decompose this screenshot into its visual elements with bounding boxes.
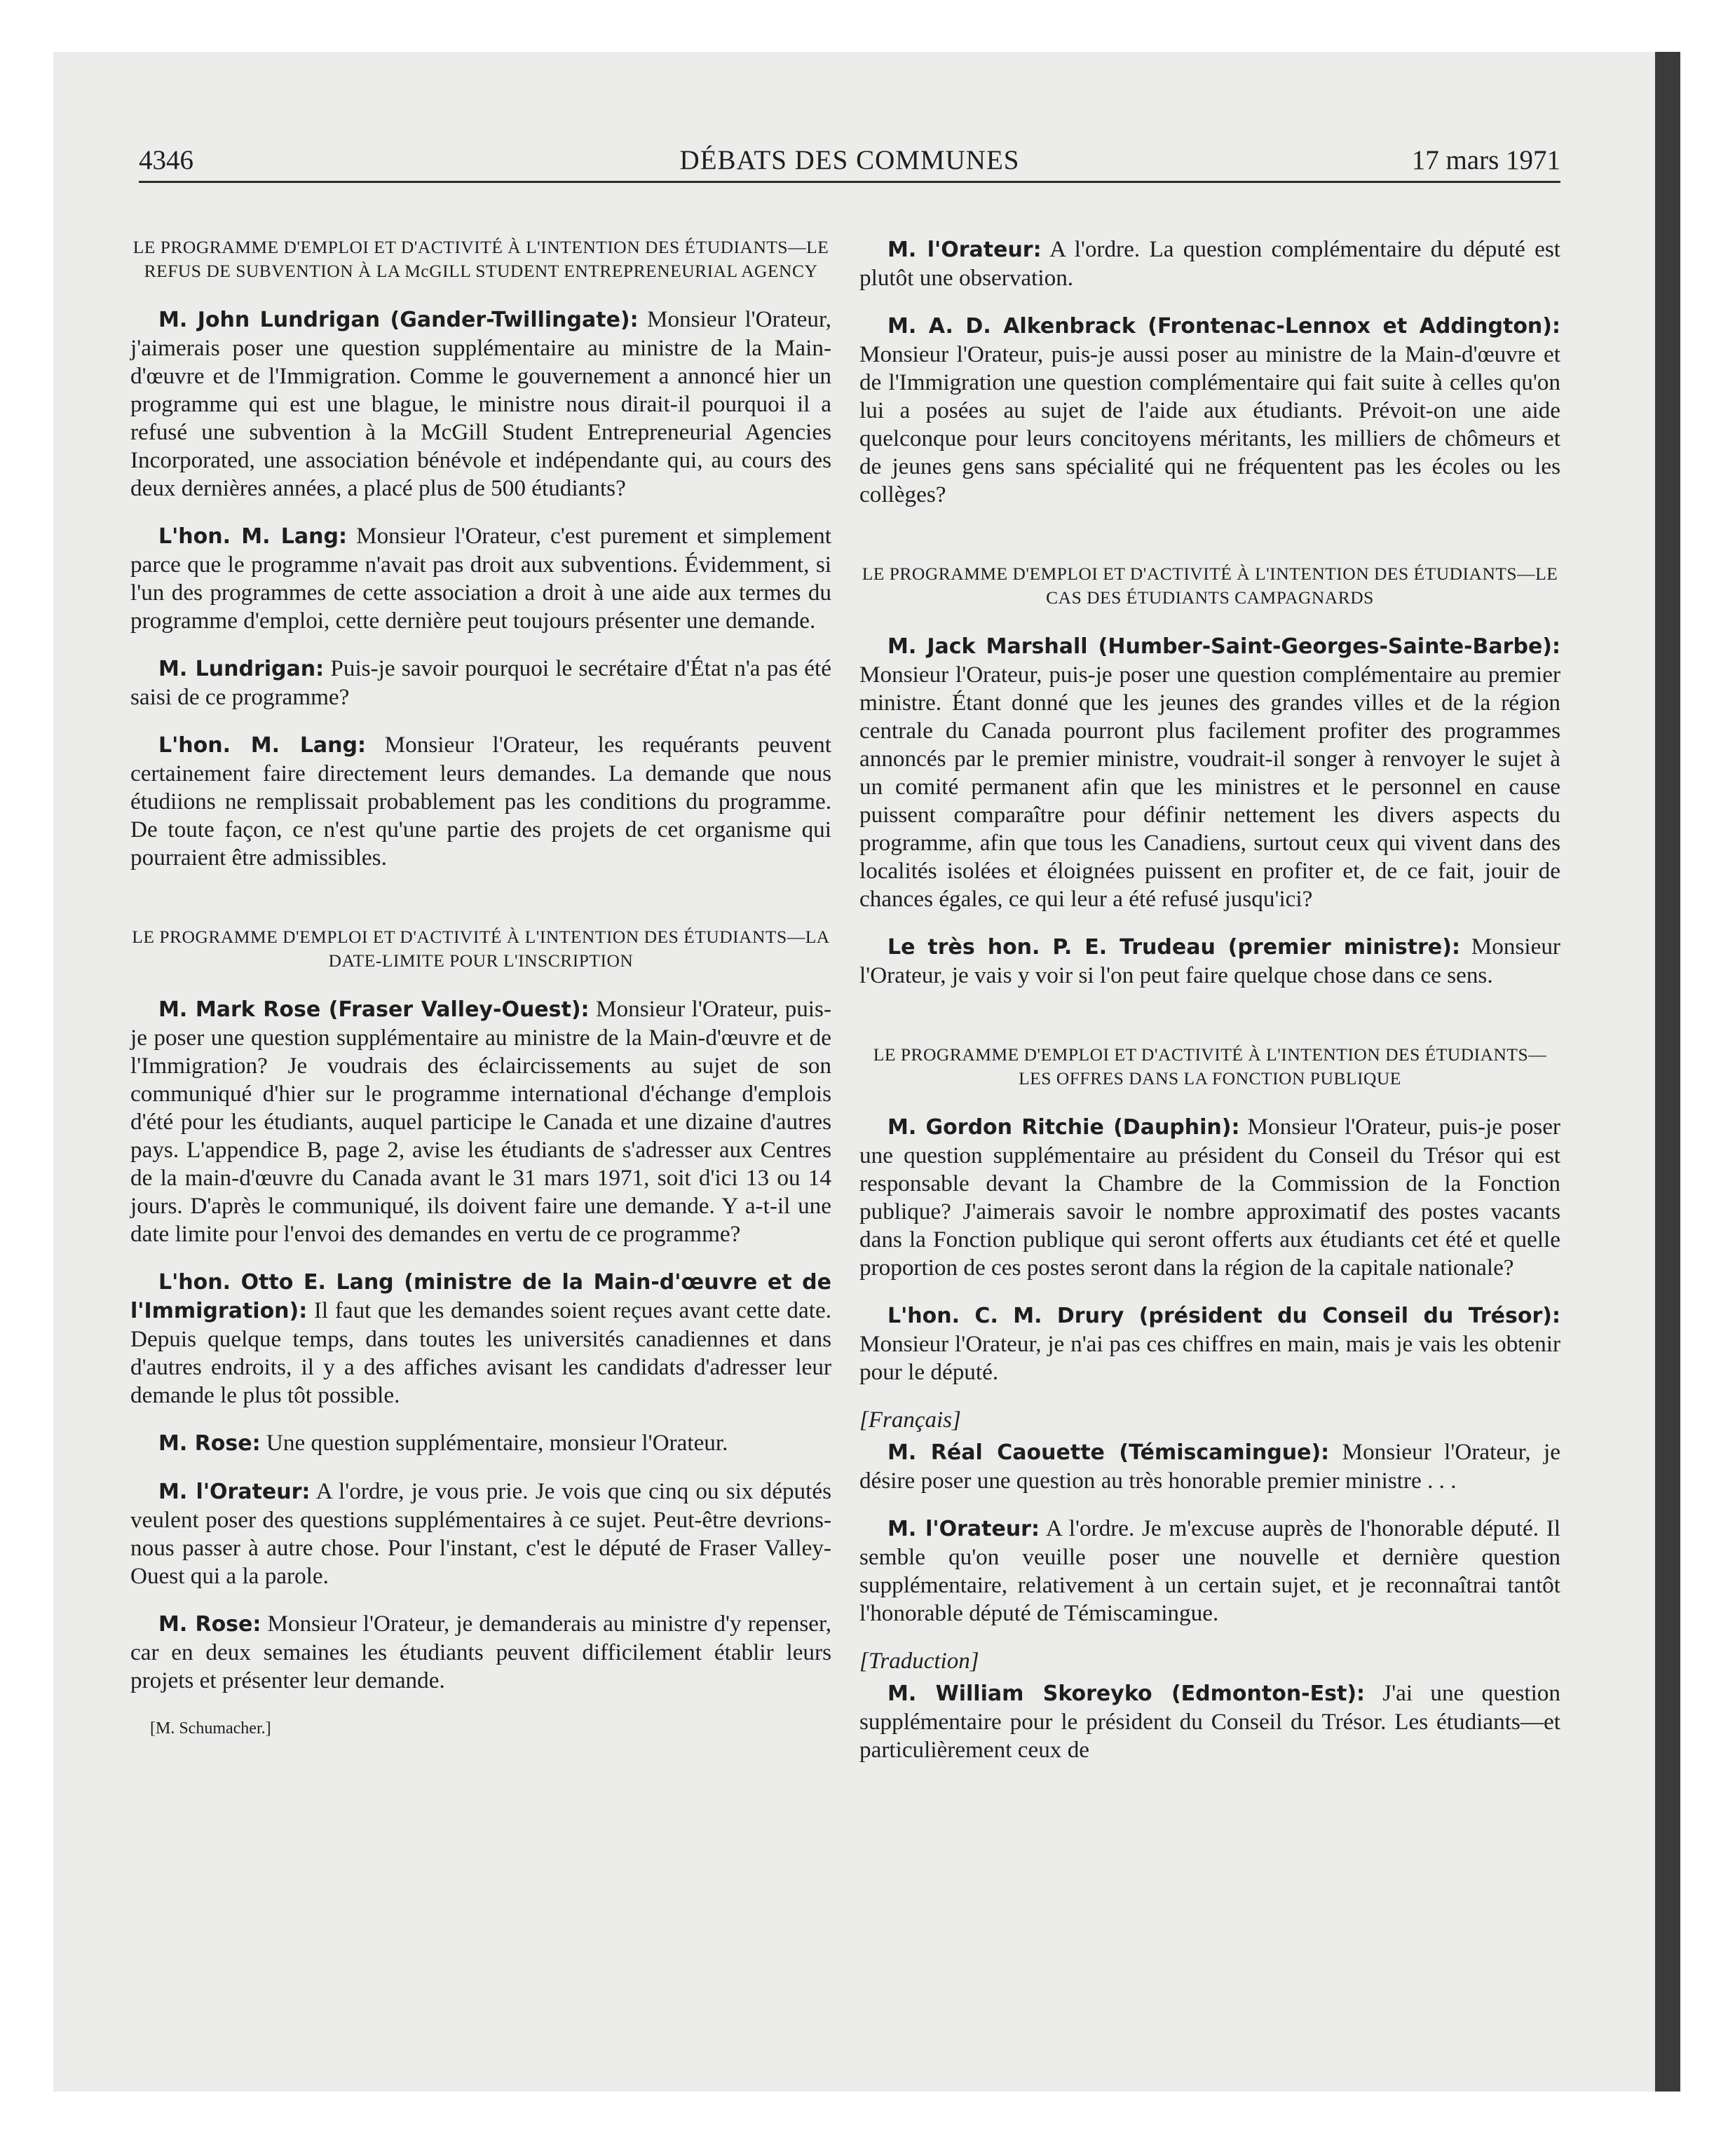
left-column (130, 236, 831, 1742)
section-heading: LE PROGRAMME D'EMPLOI ET D'ACTIVITÉ À L'INTENTION DES ÉTUDIANTS—LES OFFRES DANS LA FONCTION PUBLIQUE (873, 1044, 1547, 1089)
speaker: M. William Skoreyko (Edmonton-Est): (887, 1681, 1366, 1706)
paragraph (859, 1438, 1560, 1495)
speech: Monsieur l'Orateur, c'est purement et simplement parce que le programme n'avait pas droit aux subventions. Évidemment, si l'un des programmes de cette association a droit à une aide aux termes du programme d'emploi, cette dernière peut toujours présenter une demande. (130, 523, 831, 634)
paragraph (130, 731, 831, 872)
speech: A l'ordre, je vous prie. Je vois que cinq ou six députés veulent poser des questions supplémentaires à ce sujet. Peut-être devrions-nous passer à autre chose. Pour l'instant, c'est le député de Fraser Valley-Ouest qui a la parole. (130, 1478, 831, 1589)
page-date: 17 mars 1971 (1411, 145, 1560, 175)
speech: J'ai une question supplémentaire pour le président du Conseil du Trésor. Les étudiants—et particulièrement ceux de (859, 1680, 1560, 1763)
paragraph (130, 995, 831, 1248)
speaker: M. l'Orateur: (887, 1517, 1040, 1541)
speech: Monsieur l'Orateur, puis-je poser une question supplémentaire au ministre de la Main-d'œuvre et de l'Immigration? Je voudrais des éclaircissements au sujet de son communiqué d'hier sur le programme international d'échange d'emplois d'été pour les étudiants, auquel participe le Canada et une dizaine d'autres pays. L'appendice B, page 2, avise les étudiants de s'adresser aux Centres de la main-d'œuvre du Canada avant le 31 mars 1971, soit d'ici 13 ou 14 jours. D'après le communiqué, ils doivent faire une demande. Y a-t-il une date limite pour l'envoi des demandes en vertu de ce programme? (130, 996, 831, 1247)
paragraph (130, 522, 831, 635)
speech: Monsieur l'Orateur, j'aimerais poser une question supplémentaire au ministre de la Main-d'œuvre et de l'Immigration. Comme le gouvernement a annoncé hier un programme qui est une blague, le ministre nous dirait-il pourquoi il a refusé une subvention à la McGill Student Entrepreneurial Agencies Incorporated, une association bénévole et indépendante qui, au cours des deux dernières années, a placé plus de 500 étudiants? (130, 306, 831, 501)
speaker: M. Gordon Ritchie (Dauphin): (887, 1115, 1240, 1140)
speech: Monsieur l'Orateur, je vais y voir si l'on peut faire quelque chose dans ce sens. (859, 934, 1560, 988)
speech: Monsieur l'Orateur, puis-je aussi poser au ministre de la Main-d'œuvre et de l'Immigration une question complémentaire qui fait suite à celles qu'on lui a posées au sujet de l'aide aux étudiants. Prévoit-on une aide quelconque pour leurs concitoyens méritants, les milliers de chômeurs et de jeunes gens sans spécialité qui ne fréquentent pas les écoles ou les collèges? (859, 341, 1560, 507)
paragraph (859, 632, 1560, 913)
speaker: M. Mark Rose (Fraser Valley-Ouest): (158, 997, 590, 1022)
speaker: L'hon. Otto E. Lang (ministre de la Main-d'œuvre et de l'Immigration): (130, 1270, 831, 1323)
speech: A l'ordre. La question complémentaire du député est plutôt une observation. (859, 236, 1561, 291)
page-title: DÉBATS DES COMMUNES (679, 145, 1020, 175)
speaker: M. Lundrigan: (158, 657, 325, 681)
paragraph (130, 306, 831, 503)
speech: Monsieur l'Orateur, puis-je poser une question complémentaire au premier ministre. Étant donné que les jeunes des grandes villes et de la région centrale du Canada pourront plus facilement profiter des programmes annoncés par le premier ministre, voudrait-il songer à renvoyer le sujet à un comité permanent afin que les ministres et le personnel en cause puissent comparaître pour définir nettement les divers aspects du programme, afin que tous les Canadiens, surtout ceux qui vivent dans des localités isolées et éloignées puissent en profiter et, de ce fait, jouir de chances égales, ce qui leur a été refusé jusqu'ici? (859, 662, 1560, 912)
language-tag: [Traduction] (859, 1649, 979, 1674)
speaker: M. l'Orateur: (887, 238, 1042, 262)
speaker: L'hon. M. Lang: (158, 733, 367, 758)
right-column (859, 236, 1560, 1784)
section-heading: LE PROGRAMME D'EMPLOI ET D'ACTIVITÉ À L'INTENTION DES ÉTUDIANTS—LE REFUS DE SUBVENTION À LA McGILL STUDENT ENTREPRENEURIAL AGENCY (132, 237, 829, 281)
speech: Monsieur l'Orateur, je demanderais au ministre d'y repenser, car en deux semaines les étudiants peuvent difficilement établir leurs projets et présenter leur demande. (130, 1611, 831, 1693)
speaker: Le très hon. P. E. Trudeau (premier ministre): (887, 935, 1460, 960)
speaker: L'hon. M. Lang: (158, 524, 347, 549)
speaker: L'hon. C. M. Drury (président du Conseil du Trésor): (887, 1304, 1560, 1328)
speech: Monsieur l'Orateur, les requérants peuvent certainement faire directement leurs demandes. La demande que nous étudiions ne remplissait probablement pas les conditions du programme. De toute façon, ce n'est qu'une partie des projets de cet organisme qui pourraient être admissibles. (130, 732, 831, 871)
page-number: 4346 (139, 145, 193, 175)
section-heading: LE PROGRAMME D'EMPLOI ET D'ACTIVITÉ À L'INTENTION DES ÉTUDIANTS—LE CAS DES ÉTUDIANTS CAMPAGNARDS (862, 564, 1558, 608)
speaker-signature: [M. Schumacher.] (150, 1719, 271, 1738)
speech: Il faut que les demandes soient reçues avant cette date. Depuis quelque temps, dans toutes les universités canadiennes et dans d'autres endroits, il y a des affiches avisant les candidats d'adresser leur demande le plus tôt possible. (130, 1297, 831, 1408)
paragraph (859, 1515, 1560, 1628)
speech: A l'ordre. Je m'excuse auprès de l'honorable député. Il semble qu'on veuille poser une nouvelle et dernière question supplémentaire, relativement à un certain sujet, et je reconnaîtrai tantôt l'honorable député de Témiscamingue. (859, 1515, 1560, 1626)
speaker: M. John Lundrigan (Gander-Twillingate): (158, 308, 639, 332)
paragraph (859, 312, 1560, 509)
speaker: M. Rose: (158, 1431, 261, 1456)
paragraph (130, 1268, 831, 1410)
speaker: M. Jack Marshall (Humber-Saint-Georges-Sainte-Barbe): (887, 634, 1560, 659)
speech: Monsieur l'Orateur, je désire poser une question au très honorable premier ministre . . . (859, 1439, 1560, 1494)
paragraph (859, 1679, 1560, 1764)
speech: Une question supplémentaire, monsieur l'Orateur. (260, 1430, 728, 1456)
paragraph (859, 1113, 1560, 1282)
paragraph (130, 1610, 831, 1695)
speaker: M. Rose: (158, 1612, 261, 1637)
language-tag: [Français] (859, 1407, 961, 1433)
speech: Monsieur l'Orateur, je n'ai pas ces chiffres en main, mais je vais les obtenir pour le député. (859, 1331, 1560, 1385)
section-heading: LE PROGRAMME D'EMPLOI ET D'ACTIVITÉ À L'INTENTION DES ÉTUDIANTS—LA DATE-LIMITE POUR L'INSCRIPTION (132, 927, 830, 971)
paragraph (130, 655, 831, 711)
speaker: M. Réal Caouette (Témiscamingue): (887, 1440, 1330, 1465)
paragraph (130, 1478, 831, 1590)
paragraph (859, 1302, 1560, 1386)
speaker: M. A. D. Alkenbrack (Frontenac-Lennox et Addington): (887, 314, 1560, 339)
scan-edge-bar (1655, 52, 1680, 2092)
speech: Monsieur l'Orateur, puis-je poser une question supplémentaire au président du Conseil du Trésor qui est responsable devant la Chambre de la Commission de la Fonction publique? J'aimerais savoir le nombre approximatif des postes vacants dans la Fonction publique qui seront offerts aux étudiants cet été et quelle proportion de ces postes seront dans la région de la capitale nationale? (859, 1114, 1560, 1281)
paragraph (130, 1429, 831, 1458)
paragraph (859, 236, 1560, 292)
paragraph (859, 933, 1560, 990)
speaker: M. l'Orateur: (158, 1480, 311, 1504)
page-header (139, 144, 1560, 183)
speech: Puis-je savoir pourquoi le secrétaire d'État n'a pas été saisi de ce programme? (130, 655, 831, 710)
